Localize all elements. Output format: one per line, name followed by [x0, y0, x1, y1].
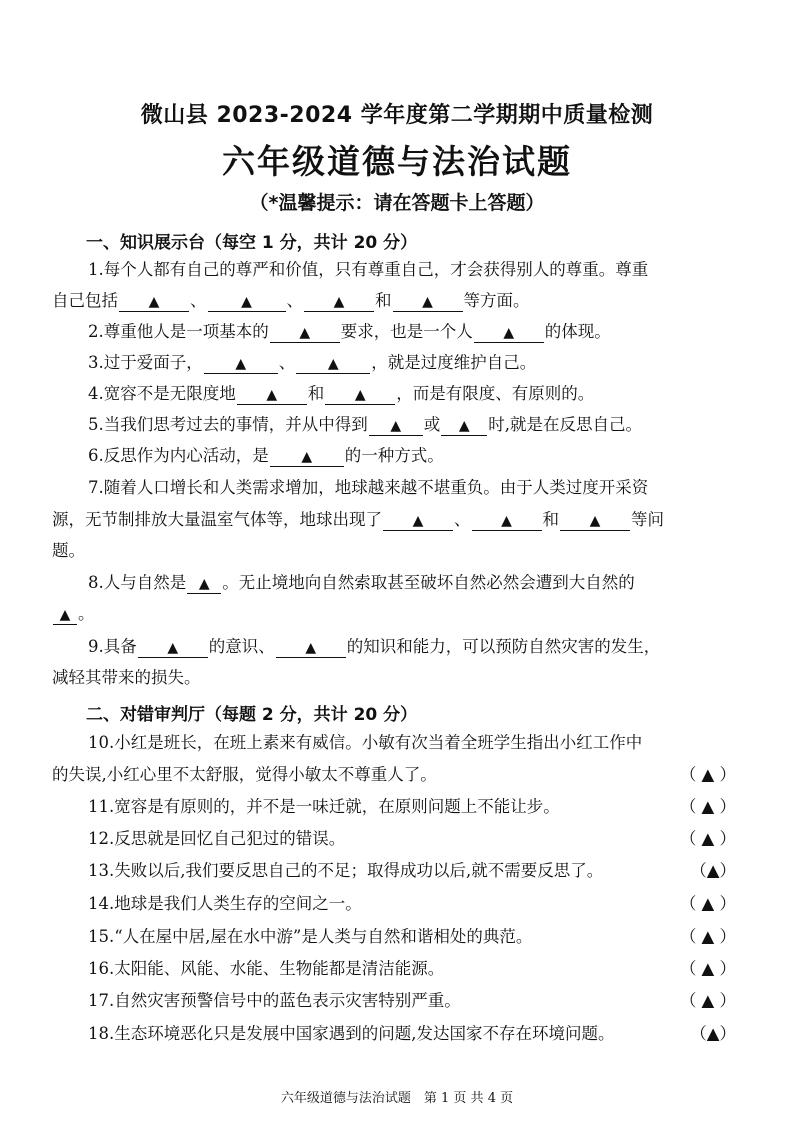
answer-blank: ▲	[325, 385, 395, 405]
question-8-line-1: 8.人与自然是 ▲ 。无止境地向自然索取甚至破坏自然必然会遭到大自然的	[88, 573, 635, 592]
question-8-line-2: ▲ 。	[52, 604, 742, 625]
answer-blank: ▲	[441, 416, 487, 436]
answer-blank: ▲	[560, 511, 630, 531]
question-7-line-1: 7.随着人口增长和人类需求增加，地球越来越不堪重负。由于人类过度开采资	[88, 478, 649, 497]
question-3: 3.过于爱面子， ▲ 、 ▲ ，就是过度维护自己。	[88, 353, 537, 372]
answer-blank: ▲	[237, 385, 307, 405]
answer-parentheses: （ ▲ ）	[679, 959, 736, 978]
question-9-line-2: 减轻其带来的损失。	[52, 668, 201, 687]
q1-text: 自己包括	[52, 291, 118, 310]
answer-parentheses: （ ▲ ）	[679, 927, 736, 946]
question-16: 16.太阳能、风能、水能、生物能都是清洁能源。	[88, 959, 445, 978]
exam-reminder: （*温馨提示：请在答题卡上答题）	[249, 192, 545, 214]
answer-blank: ▲	[393, 292, 463, 312]
question-7-line-3: 题。	[52, 541, 85, 560]
answer-blank: ▲	[369, 416, 423, 436]
answer-blank: ▲	[304, 292, 374, 312]
answer-blank: ▲	[270, 447, 344, 467]
answer-blank: ▲	[472, 511, 542, 531]
question-11: 11.宽容是有原则的，并不是一味迁就，在原则问题上不能让步。	[88, 797, 560, 816]
section-1-heading: 一、知识展示台（每空 1 分，共计 20 分）	[86, 233, 418, 253]
exam-header-county: 微山县 2023-2024 学年度第二学期期中质量检测	[140, 103, 654, 128]
answer-blank: ▲	[138, 638, 208, 658]
exam-title: 六年级道德与法治试题	[222, 142, 572, 181]
question-1-line-2: 自己包括 ▲ 、 ▲ 、 ▲ 和 ▲ 等方面。	[52, 291, 530, 310]
answer-blank: ▲	[276, 638, 346, 658]
answer-blank: ▲	[383, 511, 453, 531]
answer-blank: ▲	[119, 292, 189, 312]
answer-parentheses: （▲）	[690, 1024, 736, 1043]
question-5: 5.当我们思考过去的事情，并从中得到 ▲ 或 ▲ 时,就是在反思自己。	[88, 415, 642, 434]
answer-parentheses: （ ▲ ）	[679, 991, 736, 1010]
answer-parentheses: （ ▲ ）	[679, 765, 736, 784]
question-6: 6.反思作为内心活动，是 ▲ 的一种方式。	[88, 446, 444, 465]
question-17: 17.自然灾害预警信号中的蓝色表示灾害特别严重。	[88, 991, 461, 1010]
question-10-line-1: 10.小红是班长，在班上素来有威信。小敏有次当着全班学生指出小红工作中	[88, 733, 643, 752]
question-2: 2.尊重他人是一项基本的 ▲ 要求，也是一个人 ▲ 的体现。	[88, 322, 611, 341]
question-15: 15.“人在屋中居,屋在水中游”是人类与自然和谐相处的典范。	[88, 927, 533, 946]
answer-parentheses: （ ▲ ）	[679, 797, 736, 816]
question-9-line-1: 9.具备 ▲ 的意识、 ▲ 的知识和能力，可以预防自然灾害的发生，	[88, 637, 661, 656]
question-12: 12.反思就是回忆自己犯过的错误。	[88, 829, 346, 848]
answer-parentheses: （▲）	[690, 861, 736, 880]
question-13: 13.失败以后,我们要反思自己的不足；取得成功以后,就不需要反思了。	[88, 861, 604, 880]
question-1-line-1: 1.每个人都有自己的尊严和价值，只有尊重自己，才会获得别人的尊重。尊重	[88, 260, 649, 279]
answer-blank: ▲	[296, 354, 370, 374]
answer-parentheses: （ ▲ ）	[679, 829, 736, 848]
answer-blank: ▲	[204, 354, 278, 374]
answer-blank: ▲	[208, 292, 286, 312]
section-2-heading: 二、对错审判厅（每题 2 分，共计 20 分）	[86, 705, 418, 725]
question-7-line-2: 源，无节制排放大量温室气体等，地球出现了 ▲ 、 ▲ 和 ▲ 等问	[52, 510, 664, 529]
question-4: 4.宽容不是无限度地 ▲ 和 ▲ ，而是有限度、有原则的。	[88, 384, 595, 403]
page-footer: 六年级道德与法治试题 第 1 页 共 4 页	[280, 1091, 514, 1106]
answer-blank: ▲	[270, 323, 340, 343]
question-14: 14.地球是我们人类生存的空间之一。	[88, 894, 362, 913]
answer-parentheses: （ ▲ ）	[679, 894, 736, 913]
question-18: 18.生态环境恶化只是发展中国家遇到的问题,发达国家不存在环境问题。	[88, 1024, 615, 1043]
question-10-line-2: 的失误,小红心里不太舒服，觉得小敏太不尊重人了。	[52, 765, 437, 784]
answer-blank: ▲	[187, 574, 221, 594]
answer-blank: ▲	[474, 323, 544, 343]
answer-blank: ▲	[53, 605, 77, 625]
